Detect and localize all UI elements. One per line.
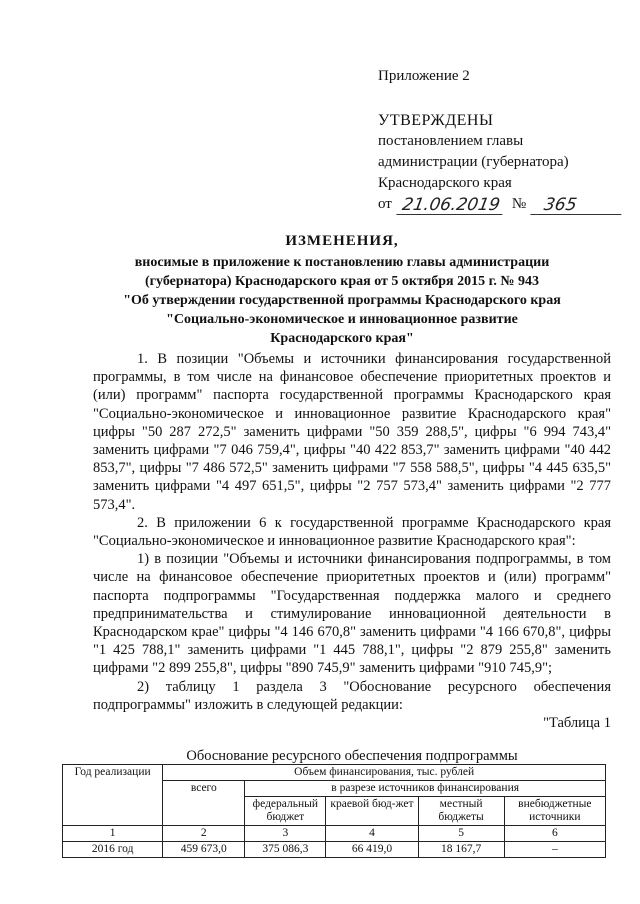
approval-line-1: постановлением главы (378, 133, 524, 149)
paragraph-4: 2) таблицу 1 раздела 3 "Обоснование ресурсного обеспечения подпрограммы" изложить в следующей редакции: (93, 678, 611, 713)
paragraph-3: 1) в позиции "Объемы и источники финансирования подпрограммы, в том числе на финансовое обеспечение приоритетных проектов и (или) программ" паспорта подпрограммы "Государственная поддержка малого и среднего предпринимательства и стимулирование инновационной деятельности в Краснодарском крае" цифры "4 146 670,8" заменить цифрами "4 166 670,8", цифры "1 425 788,1" заменить цифрами "1 445 788,1", цифры "2 879 255,8" заменить цифрами "2 899 255,8", цифры "890 745,9" заменить цифрами "910 745,9"; (93, 551, 611, 677)
cell-total: 459 673,0 (163, 842, 245, 858)
column-number: 6 (504, 826, 605, 842)
title-heading: ИЗМЕНЕНИЯ, (285, 233, 399, 249)
header-year: Год реализации (63, 765, 163, 826)
number-label: № (511, 196, 527, 212)
appendix-label: Приложение 2 (378, 68, 470, 84)
header-offbudget: внебюджетные источники (504, 797, 605, 826)
approval-block (378, 66, 623, 215)
table-number-label: "Таблица 1 (543, 715, 611, 732)
header-volume: Объем финансирования, тыс. рублей (163, 765, 606, 781)
approved-label: УТВЕРЖДЕНЫ (378, 112, 494, 129)
cell-offbudget: – (504, 842, 605, 858)
column-number: 2 (163, 826, 245, 842)
table-header-row-1 (63, 765, 606, 781)
title-line-5: Краснодарского края" (270, 331, 414, 346)
approval-line-2: администрации (губернатора) (378, 154, 569, 170)
column-number-row (63, 826, 606, 842)
column-number: 1 (63, 826, 163, 842)
title-line-1: вносимые в приложение к постановлению главы администрации (134, 255, 550, 270)
approval-line-3: Краснодарского края (378, 175, 512, 191)
header-total: всего (163, 781, 245, 826)
header-federal: федеральный бюджет (245, 797, 326, 826)
header-local: местный бюджеты (418, 797, 504, 826)
from-label: от (378, 196, 392, 212)
cell-federal: 375 086,3 (245, 842, 326, 858)
handwritten-date: 21.06.2019 (396, 196, 505, 215)
header-regional: краевой бюд-жет (326, 797, 418, 826)
title-line-4: "Социально-экономическое и инновационное развитие (166, 312, 518, 327)
cell-local: 18 167,7 (418, 842, 504, 858)
cell-year: 2016 год (63, 842, 163, 858)
column-number: 3 (245, 826, 326, 842)
date-number-row (378, 194, 623, 215)
table-title: Обоснование ресурсного обеспечения подпрограммы (186, 748, 518, 764)
title-line-2: (губернатора) Краснодарского края от 5 октября 2015 г. № 943 (145, 274, 539, 289)
header-sources: в разрезе источников финансирования (245, 781, 606, 797)
cell-regional: 66 419,0 (326, 842, 418, 858)
column-number: 4 (326, 826, 418, 842)
table-row (63, 842, 606, 858)
column-number: 5 (418, 826, 504, 842)
handwritten-number: 365 (530, 196, 624, 215)
paragraph-1: 1. В позиции "Объемы и источники финансирования государственной программы, в том числе на финансовое обеспечение приоритетных проектов и (или) программ" паспорта государственной программы Краснодарского края "Социально-экономическое и инновационное развитие Краснодарского края" цифры "50 287 272,5" заменить цифрами "50 359 288,5", цифры "6 994 743,4" заменить цифрами "7 046 759,4", цифры "40 422 853,7" заменить цифрами "40 442 853,7", цифры "7 486 572,5" заменить цифрами "7 558 588,5", цифры "4 445 635,5" заменить цифрами "4 497 651,5", цифры "2 757 573,4" заменить цифрами "2 777 573,4". (93, 351, 611, 513)
document-body (93, 350, 611, 732)
paragraph-2: 2. В приложении 6 к государственной программе Краснодарского края "Социально-экономическое и инновационное развитие Краснодарского края": (93, 514, 611, 550)
document-title (86, 232, 598, 348)
financing-table (62, 764, 606, 858)
title-line-3: "Об утверждении государственной программы Краснодарского края (123, 293, 561, 308)
